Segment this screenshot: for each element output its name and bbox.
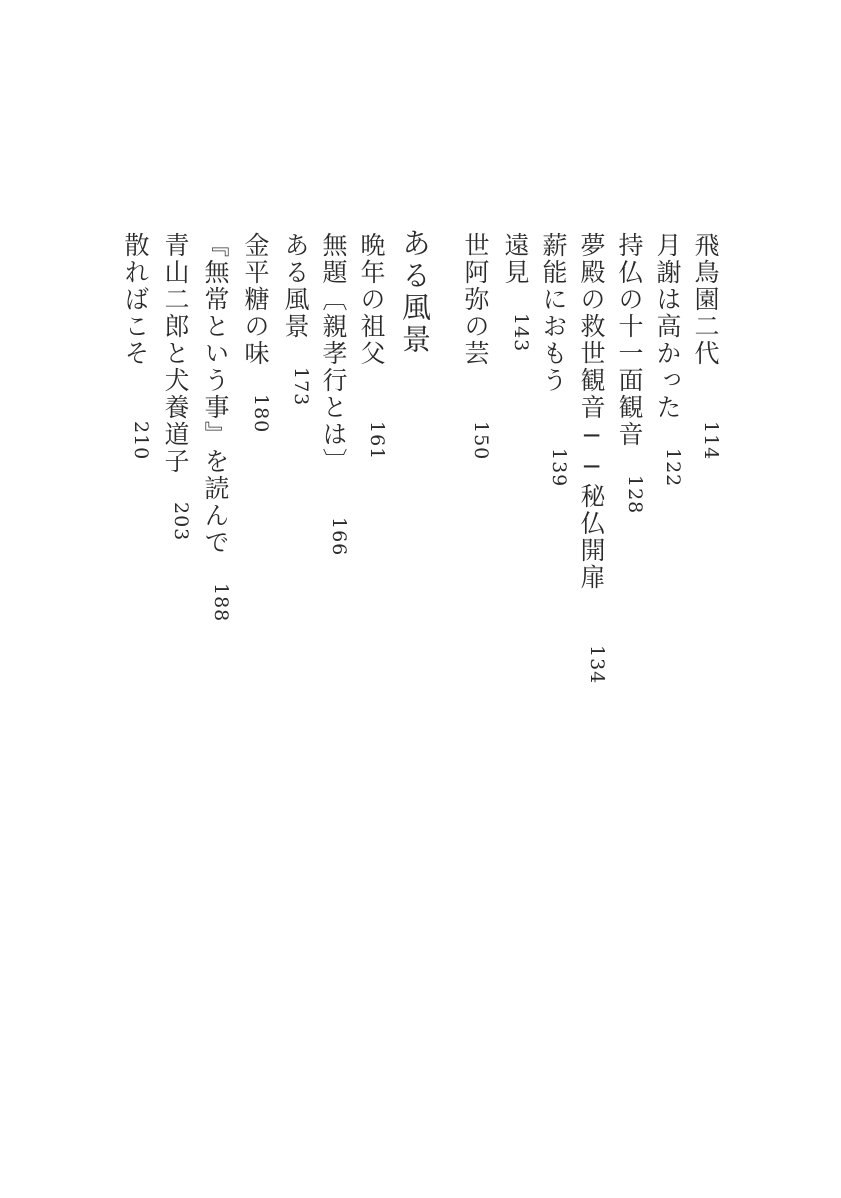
toc-entry bbox=[356, 232, 392, 460]
toc-entry-page: 114 bbox=[700, 421, 722, 461]
toc-entry-page: 139 bbox=[548, 448, 570, 488]
toc-entry bbox=[652, 232, 688, 487]
toc-entry-title: 薪能におもう bbox=[539, 232, 568, 394]
toc-entry-page: 180 bbox=[250, 394, 272, 434]
toc-entry-page: 134 bbox=[586, 645, 608, 685]
toc-entry-title: 晩年の祖父 bbox=[357, 232, 386, 367]
toc-entry bbox=[200, 232, 236, 622]
toc-entry-title: 遠見 bbox=[501, 232, 530, 286]
toc-entry-page: 210 bbox=[130, 421, 152, 461]
toc-entry-title: 月謝は高かった bbox=[653, 232, 682, 421]
toc-entry-title: 無題〔親孝行とは〕 bbox=[319, 232, 348, 463]
toc-entry-page: 122 bbox=[662, 448, 684, 488]
toc-entry bbox=[280, 232, 316, 406]
toc-entry-page: 161 bbox=[366, 421, 388, 461]
toc-entry bbox=[538, 232, 574, 487]
toc-entry bbox=[690, 232, 726, 460]
toc-entry-title: ある風景 bbox=[281, 232, 310, 340]
toc-entry-page: 150 bbox=[470, 421, 492, 461]
toc-entry-title: 夢殿の救世観音──秘仏開扉 bbox=[577, 232, 606, 591]
toc-entry bbox=[318, 232, 354, 556]
section-heading: ある風景 bbox=[398, 228, 432, 356]
toc-entry-title: 金平糖の味 bbox=[241, 232, 270, 367]
toc-entry-title: 散ればこそ bbox=[121, 232, 150, 367]
toc-entry bbox=[240, 232, 276, 433]
toc-entry-title: 飛鳥園二代 bbox=[691, 232, 720, 367]
toc-entry bbox=[120, 232, 156, 460]
toc-entry-page: 143 bbox=[510, 313, 532, 353]
toc-entry-page: 128 bbox=[624, 475, 646, 515]
toc-entry-page: 166 bbox=[328, 516, 350, 556]
toc-entry bbox=[160, 232, 196, 541]
toc-entry bbox=[576, 232, 612, 684]
toc-entry-page: 203 bbox=[170, 502, 192, 542]
toc-entry-title: 持仏の十一面観音 bbox=[615, 232, 644, 448]
toc-entry bbox=[460, 232, 496, 460]
toc-entry-title: 世阿弥の芸 bbox=[461, 232, 490, 367]
toc-entry-page: 173 bbox=[290, 367, 312, 407]
toc-entry-page: 188 bbox=[210, 583, 232, 623]
toc-entry-title: 『無常という事』を読んで bbox=[201, 232, 230, 556]
toc-entry bbox=[614, 232, 650, 514]
toc-entry-title: 青山二郎と犬養道子 bbox=[161, 232, 190, 475]
toc-entry bbox=[500, 232, 536, 352]
